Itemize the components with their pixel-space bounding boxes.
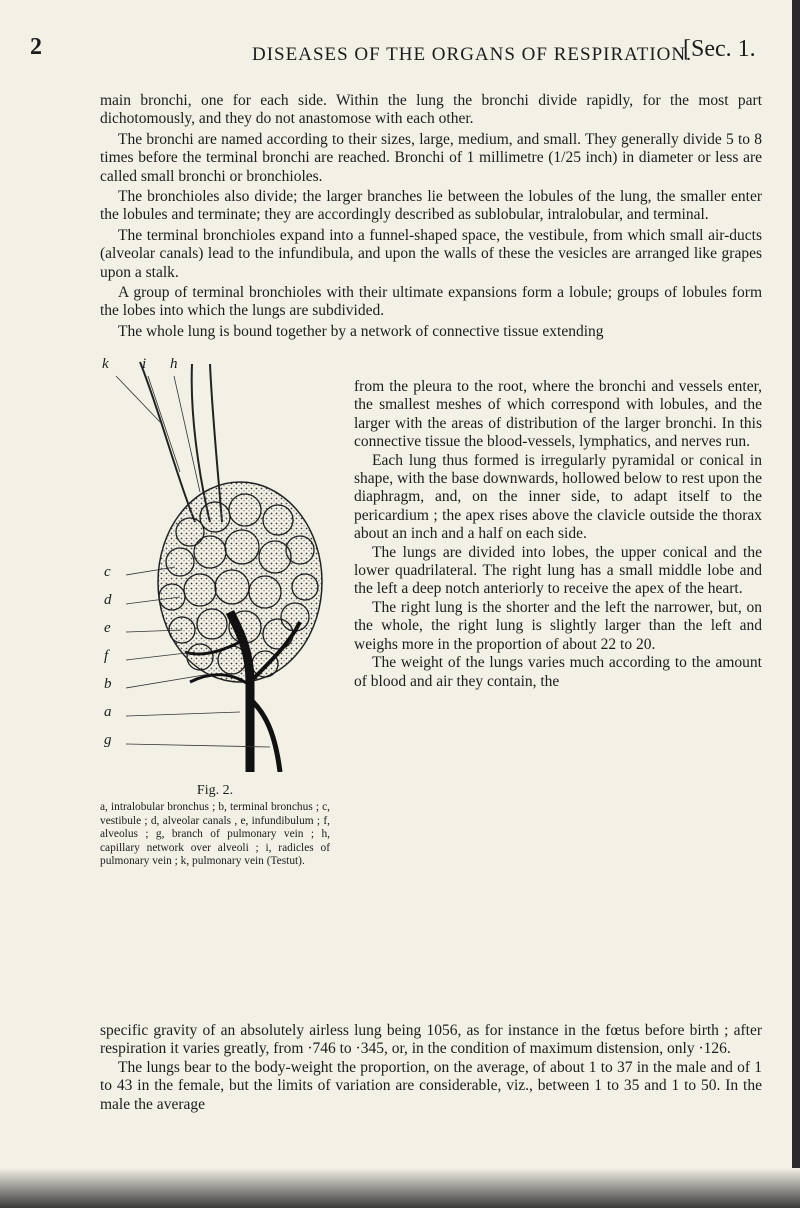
page-number: 2 xyxy=(30,34,42,60)
figure-caption xyxy=(100,784,330,868)
page-bottom-shadow xyxy=(0,1168,800,1208)
side-text-column xyxy=(354,378,762,691)
figure-label-b: b xyxy=(104,676,112,692)
figure-label-e: e xyxy=(104,620,111,636)
figure-label-c: c xyxy=(104,564,111,580)
running-title: DISEASES OF THE ORGANS OF RESPIRATION. xyxy=(252,44,692,65)
paragraph: main bronchi, one for each side. Within the lung the bronchi divide rapidly, for the most part dichotomously, and they do not anastomose with each other. xyxy=(100,92,762,128)
paragraph: The whole lung is bound together by a network of connective tissue extending xyxy=(118,322,604,340)
figure-label-f: f xyxy=(104,648,109,664)
figure-title: Fig. 2. xyxy=(196,783,234,798)
paragraph: The bronchioles also divide; the larger branches lie between the lobules of the lung, the smaller enter the lobules and terminate; they are accordingly described as sublobular, intralobular, and terminal. xyxy=(100,188,762,224)
lung-lobule-figure xyxy=(100,352,330,772)
figure-caption-text: a, intralobular bronchus ; b, terminal bronchus ; c, vestibule ; d, alveolar canals , e, infundibulum ; f, alveolus ; g, branch of pulmonary vein ; h, capillary network over alveoli ; i, radicles of pulmonary vein ; k, pulmonary vein (Testut). xyxy=(100,801,330,868)
paragraph: specific gravity of an absolutely airless lung being 1056, as for instance in the fœtus before birth ; after respiration it varies greatly, from ·746 to ·345, or, in the condition of maximum distension, only ·126. xyxy=(100,1022,762,1058)
main-text xyxy=(100,92,762,343)
figure-label-d: d xyxy=(104,592,112,608)
figure-label-i: i xyxy=(142,356,147,372)
section-marker: [Sec. 1. xyxy=(683,36,756,62)
paragraph: The lungs bear to the body-weight the proportion, on the average, of about 1 to 37 in the male and of 1 to 43 in the female, but the limits of variation are considerable, viz., between 1 to 35 and 1 to 50. In the male the average xyxy=(100,1058,762,1113)
figure-label-k: k xyxy=(102,356,109,372)
paragraph: A group of terminal bronchioles with their ultimate expansions form a lobule; groups of lobules form the lobes into which the lungs are subdivided. xyxy=(100,284,762,320)
paragraph: from the pleura to the root, where the bronchi and vessels enter, the smallest meshes of which correspond with lobules, and the larger with the areas of distribution of the larger bronchi. In this connective tissue the blood-vessels, lymphatics, and nerves run. xyxy=(354,378,762,451)
page-header xyxy=(0,34,800,74)
paragraph: The weight of the lungs varies much according to the amount of blood and air they contain, the xyxy=(354,654,762,690)
figure-label-g: g xyxy=(104,732,112,748)
page-edge-shadow xyxy=(792,0,800,1208)
bottom-text xyxy=(100,1022,762,1114)
figure-label-h: h xyxy=(170,356,178,372)
figure-label-a: a xyxy=(104,704,112,720)
paragraph: The terminal bronchioles expand into a funnel-shaped space, the vestibule, from which small air-ducts (alveolar canals) lead to the infundibula, and upon the walls of these the vesicles are arranged like grapes upon a stalk. xyxy=(100,226,762,281)
paragraph: The right lung is the shorter and the left the narrower, but, on the whole, the right lung is slightly larger than the left and weighs more in the proportion of about 22 to 20. xyxy=(354,598,762,653)
paragraph: Each lung thus formed is irregularly pyramidal or conical in shape, with the base downwards, hollowed below to rest upon the diaphragm, and, on the inner side, to adapt itself to the pericardium ; the apex rises above the clavicle outside the thorax about an inch and a half on each side. xyxy=(354,451,762,543)
paragraph: The bronchi are named according to their sizes, large, medium, and small. They generally divide 5 to 8 times before the terminal bronchi are reached. Bronchi of 1 millimetre (1/25 inch) in diameter or less are called small bronchi or bronchioles. xyxy=(100,130,762,185)
lobule-illustration xyxy=(100,352,330,772)
paragraph: The lungs are divided into lobes, the upper conical and the lower quadrilateral. The right lung has a small middle lobe and the left a deep notch anteriorly to receive the apex of the heart. xyxy=(354,543,762,598)
